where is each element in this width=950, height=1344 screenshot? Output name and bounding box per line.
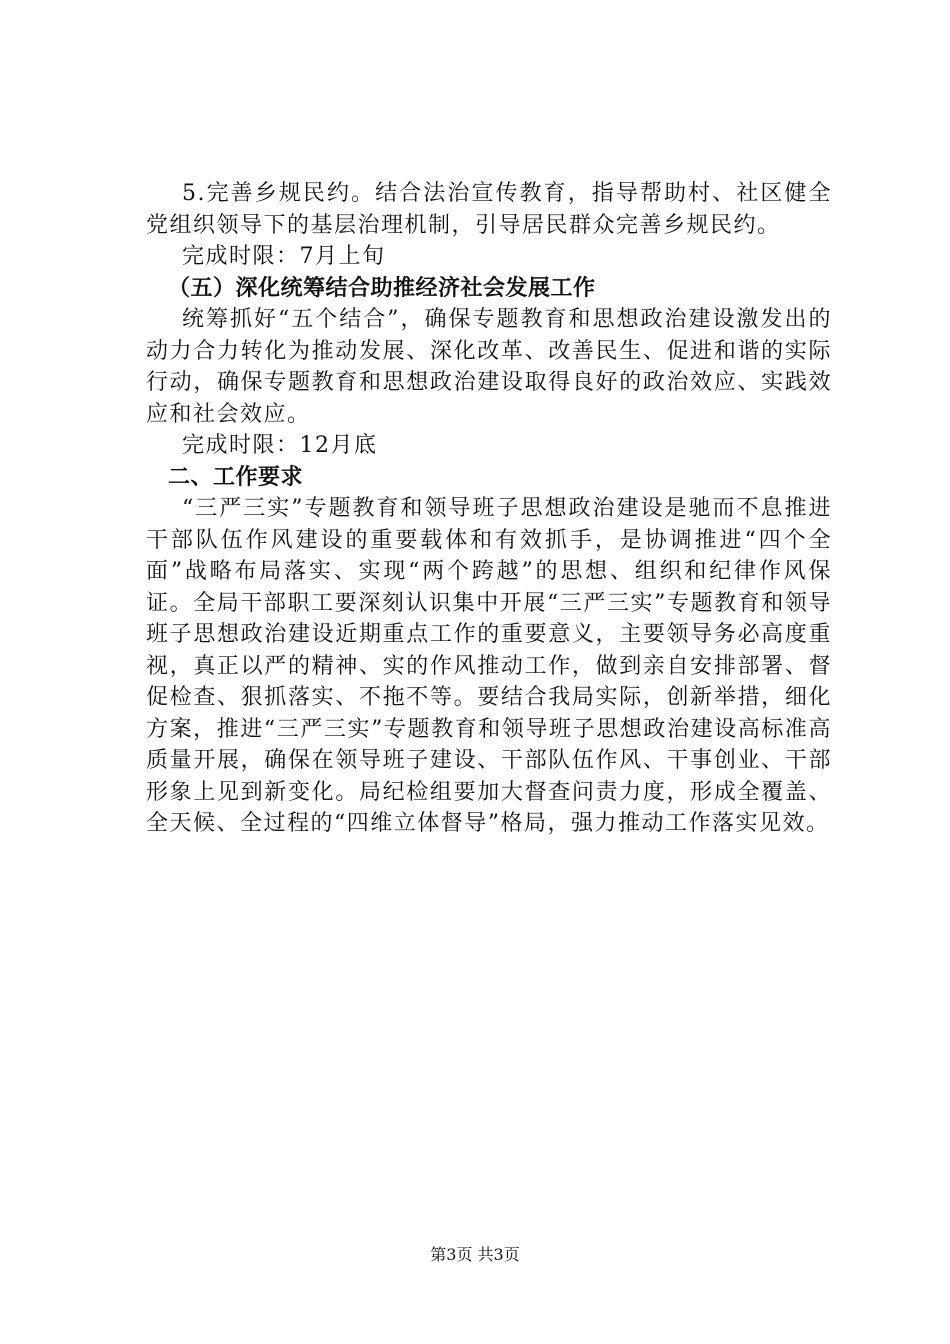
paragraph-rural-rules: 5.完善乡规民约。结合法治宣传教育，指导帮助村、社区健全党组织领导下的基层治理机制，引导居民群众完善乡规民约。 [146, 181, 832, 238]
section-heading-requirements: 二、工作要求 [168, 464, 304, 490]
page-number-footer: 第3页 共3页 [430, 1245, 520, 1264]
deadline-end-december: 完成时限：12月底 [182, 433, 378, 458]
paragraph-coordination: 统筹抓好“五个结合”，确保专题教育和思想政治建设激发出的动力合力转化为推动发展、深化改革、改善民生、促进和谐的实际行动，确保专题教育和思想政治建设取得良好的政治效应、实践效应和社会效应。 [146, 307, 832, 427]
deadline-early-july: 完成时限：7月上旬 [182, 244, 386, 269]
section-heading-five: （五）深化统筹结合助推经济社会发展工作 [168, 275, 596, 301]
paragraph-requirements: “三严三实”专题教育和领导班子思想政治建设是驰而不息推进干部队伍作风建设的重要载体和有效抓手，是协调推进“四个全面”战略布局落实、实现“两个跨越”的思想、组织和纪律作风保证。全局干部职工要深刻认识集中开展“三严三实”专题教育和领导班子思想政治建设近期重点工作的重要意义，主要领导务必高度重视，真正以严的精神、实的作风推动工作，做到亲自安排部署、督促检查、狠抓落实、不拖不等。要结合我局实际，创新举措，细化方案，推进“三严三实”专题教育和领导班子思想政治建设高标准高质量开展，确保在领导班子建设、干部队伍作风、干事创业、干部形象上见到新变化。局纪检组要加大督查问责力度，形成全覆盖、全天候、全过程的“四维立体督导”格局，强力推动工作落实见效。 [146, 496, 832, 836]
document-body [146, 178, 832, 840]
